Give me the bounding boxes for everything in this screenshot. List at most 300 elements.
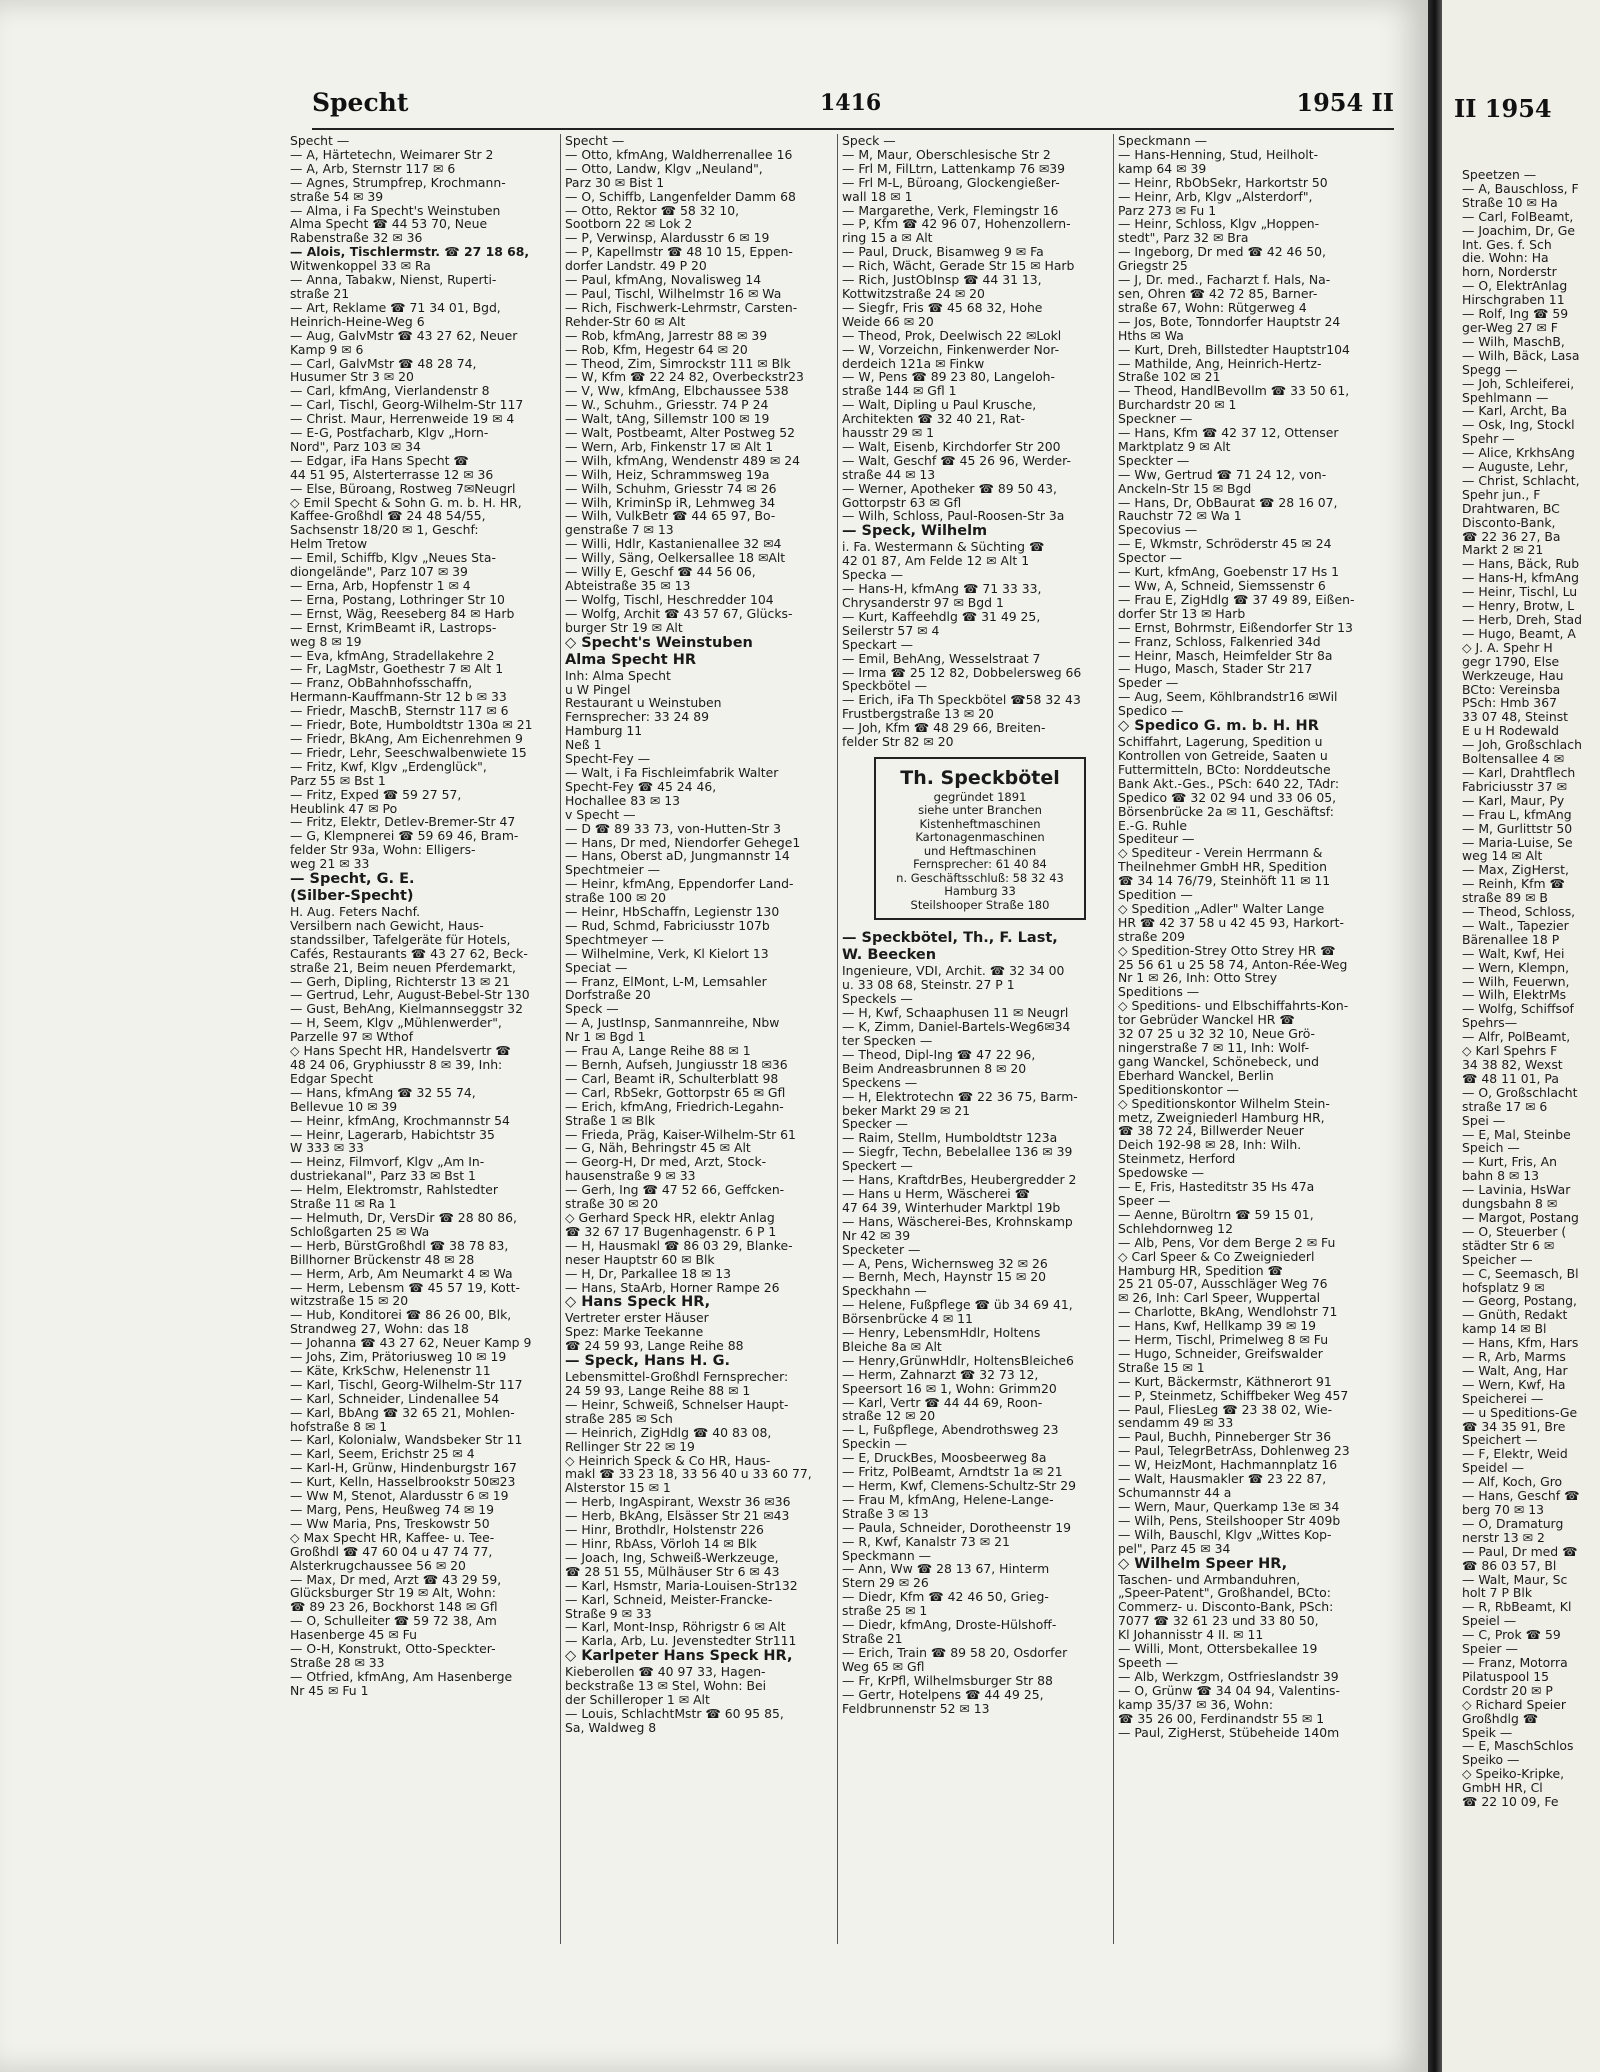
directory-entry-line: Speck — [565,1001,619,1017]
directory-entry-line: Specker — [842,1116,908,1132]
directory-entry-line: Specketer — [842,1241,921,1257]
directory-entry-line: — Fritz, Kwf, Klgv „Erdenglück", [290,758,487,774]
directory-entry-line: — Wolfg, Schiffsof [1462,1001,1574,1017]
directory-entry-line: — Erich, iFa Th Speckbötel ☎58 32 43 [842,692,1081,708]
directory-entry-line: Straße 1 ✉ Blk [565,1112,656,1128]
directory-entry-line: — Speckbötel, Th., F. Last, [842,930,1058,947]
directory-entry-line: Speeth — [1118,1654,1179,1670]
directory-entry-line: ☎ 89 23 26, Bockhorst 148 ✉ Gfl [290,1599,498,1615]
directory-entry-line: — W, Pens ☎ 89 23 80, Langeloh- [842,369,1055,385]
directory-entry-line: makl ☎ 33 23 18, 33 56 40 u 33 60 77, [565,1466,812,1482]
directory-entry-line: u. 33 08 68, Steinstr. 27 P 1 [842,977,1015,993]
directory-entry-line: — Willy E, Geschf ☎ 44 56 06, [565,564,756,580]
directory-entry-line: Spediteur — [1118,831,1195,847]
directory-entry-line: Speckhahn — [842,1283,927,1299]
directory-entry-line: 24 59 93, Lange Reihe 88 ✉ 1 [565,1383,751,1399]
directory-entry-line: — Herb, Dreh, Stad [1462,612,1583,627]
directory-entry-line: H. Aug. Feters Nachf. [290,904,421,920]
directory-entry-line: — Wilhelmine, Verk, Kl Kielort 13 [565,945,769,961]
directory-entry-line: — Margot, Postang [1462,1209,1579,1225]
directory-entry-line: — Wern, Maur, Querkamp 13e ✉ 34 [1118,1498,1340,1514]
directory-entry-line: — Hans-Henning, Stud, Heilholt- [1118,146,1319,162]
directory-entry-line: — Otfried, kfmAng, Am Hasenberge [290,1668,513,1684]
directory-entry-line: — Heinr, HbSchaffn, Legienstr 130 [565,904,780,920]
directory-entry-line: — Hans, Geschf ☎ [1462,1488,1580,1504]
directory-entry-line: GmbH HR, Cl [1462,1780,1543,1796]
directory-entry-line: E u H Rodewald [1462,723,1559,739]
directory-entry-line: — Ernst, Wäg, Reeseberg 84 ✉ Harb [290,605,515,621]
directory-entry-line: — Heinr, Tischl, Lu [1462,584,1578,600]
directory-entry-line: — Frau A, Lange Reihe 88 ✉ 1 [565,1043,751,1059]
directory-entry-line: ◇ Spedico G. m. b. H. HR [1118,718,1319,735]
directory-entry-line: — Wern, Klempn, [1462,959,1570,975]
directory-entry-line: bahn 8 ✉ 13 [1462,1168,1540,1184]
directory-entry-line: — Hugo, Beamt, A [1462,625,1576,641]
directory-entry-line: — Edgar, iFa Hans Specht ☎ [290,452,469,468]
directory-entry-line: — O, Großschlacht [1462,1084,1578,1100]
directory-entry-line: — Carl, Tischl, Georg-Wilhelm-Str 117 [290,397,524,413]
directory-page-right [1442,0,1600,2072]
directory-entry-line: ☎ 22 36 27, Ba [1462,528,1561,544]
directory-entry-line: Architekten ☎ 32 40 21, Rat- [842,411,1026,427]
directory-entry-line: — Maria-Luise, Se [1462,834,1573,850]
directory-entry-line: — Walt, Dipling u Paul Krusche, [842,397,1037,413]
directory-entry-line: Speicherei — [1462,1390,1544,1406]
directory-entry-line: Bank Akt.-Ges., PSch: 640 22, TAdr: [1118,775,1340,791]
directory-entry-line: Nord", Parz 103 ✉ 34 [290,438,421,454]
directory-entry-line: — Wilh, Bäck, Lasa [1462,347,1580,363]
directory-entry-line: — Rob, Kfm, Hegestr 64 ✉ 20 [565,341,748,357]
directory-entry-line: — C, Prok ☎ 59 [1462,1627,1561,1643]
directory-entry-line: ◇ Hans Specht HR, Handelsvertr ☎ [290,1043,511,1059]
directory-entry-line: — Walt, Geschf ☎ 45 26 96, Werder- [842,452,1071,468]
directory-entry-line: Speichert — [1462,1432,1538,1448]
directory-entry-line: straße 17 ✉ 6 [1462,1098,1548,1114]
directory-entry-line: — Paul, kfmAng, Novalisweg 14 [565,272,762,288]
directory-entry-line: — Siegfr, Fris ☎ 45 68 32, Hohe [842,299,1043,315]
directory-entry-line: Straße 9 ✉ 33 [565,1605,652,1621]
directory-entry-line: — Herm, Lebensm ☎ 45 57 19, Kott- [290,1279,520,1295]
directory-entry-line: — D ☎ 89 33 73, von-Hutten-Str 3 [565,820,781,836]
directory-entry-line: — Frl M, FilLtrn, Lattenkamp 76 ✉39 [842,160,1066,176]
directory-entry-line: Straße 3 ✉ 13 [842,1505,929,1521]
directory-entry-line: Bärenallee 18 P [1462,931,1560,947]
directory-entry-line: — Hans-H, kfmAng [1462,570,1580,586]
directory-entry-line: — Theod, Zim, Simrockstr 111 ✉ Blk [565,355,791,371]
directory-entry-line: — Raim, Stellm, Humboldtstr 123a [842,1130,1058,1146]
directory-entry-line: Speckner — [1118,411,1193,427]
column-rule [1113,134,1114,1944]
directory-entry-line: Billhorner Brückenstr 48 ✉ 28 [290,1251,475,1267]
directory-entry-line: — O, Schiffb, Langenfelder Damm 68 [565,188,796,204]
directory-entry-line: Edgar Specht [290,1070,374,1086]
directory-entry-line: — Paul, Druck, Bisamweg 9 ✉ Fa [842,244,1044,260]
directory-entry-line: — Wilh, Feuerwn, [1462,973,1570,989]
directory-entry-line: Spegg — [1462,361,1518,377]
directory-entry-line: — Henry,GrünwHdlr, HoltensBleiche6 [842,1352,1074,1368]
directory-entry-line: Chrysanderstr 97 ✉ Bgd 1 [842,595,1004,610]
directory-entry-line: — E, Mal, Steinbe [1462,1126,1571,1142]
directory-entry-line: ☎ 48 11 01, Pa [1462,1070,1559,1086]
directory-entry-line: — Gust, BehAng, Kielmannseggstr 32 [290,1001,523,1017]
directory-entry-line: Rellinger Str 22 ✉ 19 [565,1438,695,1454]
directory-entry-line: Hths ✉ Wa [1118,327,1184,343]
directory-entry-line: — Emil, BehAng, Wesselstraat 7 [842,650,1041,666]
directory-entry-line: — Charlotte, BkAng, Wendlohstr 71 [1118,1304,1338,1320]
page-number: 1416 [820,90,882,116]
directory-entry-line: — Karl, Maur, Py [1462,792,1565,808]
directory-entry-line: pel", Parz 45 ✉ 34 [1118,1540,1231,1556]
directory-entry-line: — Art, Reklame ☎ 71 34 01, Bgd, [290,299,501,315]
directory-entry-line: — Ingeborg, Dr med ☎ 42 46 50, [1118,244,1326,260]
directory-entry-line: — Max, Dr med, Arzt ☎ 43 29 59, [290,1571,502,1587]
directory-entry-line: — Paul, TelegrBetrAss, Dohlenweg 23 [1118,1443,1350,1459]
directory-entry-line: Spehr — [1462,431,1515,447]
directory-entry-line: Glücksburger Str 19 ✉ Alt, Wohn: [290,1585,496,1601]
directory-entry-line: — H, Seem, Klgv „Mühlenwerder", [290,1015,502,1031]
directory-entry-line: Sootborn 22 ✉ Lok 2 [565,216,693,232]
directory-entry-line: — Heinr, Arb, Klgv „Alsterdorf", [1118,188,1313,204]
directory-entry-line: — Kurt, Dreh, Billstedter Hauptstr104 [1118,341,1350,357]
directory-entry-line: Sachsenstr 18/20 ✉ 1, Geschf: [290,522,479,538]
directory-entry-line: — Carl, Beamt iR, Schulterblatt 98 [565,1070,779,1086]
directory-entry-line: Spechtmeier — [565,862,661,878]
directory-entry-line: — R, RbBeamt, Kl [1462,1599,1572,1615]
directory-entry-line: — Willy, Säng, Oelkersallee 18 ✉Alt [565,550,786,566]
directory-column-4 [1118,134,1408,2034]
directory-entry-line: ◇ J. A. Spehr H [1462,639,1553,655]
directory-entry-line: PSch: Hmb 367 [1462,695,1557,711]
directory-entry-line: — Fr, LagMstr, Goethestr 7 ✉ Alt 1 [290,661,504,677]
directory-entry-line: Specht-Fey — [565,751,651,767]
directory-entry-line: dustriekanal", Parz 33 ✉ Bst 1 [290,1168,476,1184]
directory-entry-line: straße 44 ✉ 13 [842,466,936,482]
directory-entry-line: Kieberollen ☎ 40 97 33, Hagen- [565,1664,766,1680]
column-rule [837,134,838,1944]
directory-entry-line: ger-Weg 27 ✉ F [1462,319,1558,335]
directory-entry-line: — Friedr, Bote, Humboldtstr 130a ✉ 21 [290,717,533,733]
directory-entry-line: Specovius — [1118,522,1198,538]
directory-entry-line: — Anna, Tabakw, Nienst, Ruperti- [290,272,497,288]
directory-entry-line: — Frl M-L, Büroang, Glockengießer- [842,174,1060,190]
directory-entry-line: — Rich, Wächt, Gerade Str 15 ✉ Harb [842,258,1075,274]
directory-entry-line: Alma Specht HR [565,651,696,668]
directory-entry-line: ☎ 38 72 24, Billwerder Neuer [1118,1123,1304,1139]
directory-entry-line: v Specht — [565,806,636,822]
directory-entry-line: 7077 ☎ 32 61 23 und 33 80 50, [1118,1613,1319,1629]
directory-entry-line: — A, Härtetechn, Weimarer Str 2 [290,146,494,162]
directory-entry-line: — Gertrud, Lehr, August-Bebel-Str 130 [290,987,530,1003]
ad-city: Hamburg 33 [944,884,1016,899]
directory-entry-line: — Walt, Eisenb, Kirchdorfer Str 200 [842,438,1061,454]
directory-entry-line: ◇ Wilhelm Speer HR, [1118,1555,1288,1572]
directory-entry-line: — Theod, HandlBevollm ☎ 33 50 61, [1118,383,1350,399]
directory-entry-line: — M, Maur, Oberschlesische Str 2 [842,146,1051,162]
directory-entry-line: — Walt, Maur, Sc [1462,1571,1568,1587]
directory-entry-line: Straße 11 ✉ Ra 1 [290,1196,397,1212]
directory-entry-line: ☎ 24 59 93, Lange Reihe 88 [565,1338,744,1354]
directory-entry-line: — Paul, ZigHerst, Stübeheide 140m [1118,1724,1340,1740]
directory-entry-line: Börsenbrücke 4 ✉ 11 [842,1311,973,1327]
directory-entry-line: — Auguste, Lehr, [1462,459,1569,475]
directory-entry-line: „Speer-Patent", Großhandel, BCto: [1118,1585,1331,1601]
directory-entry-line: — W, HeizMont, Hachmannplatz 16 [1118,1457,1338,1473]
directory-entry-line: — Hub, Konditorei ☎ 86 26 00, Blk, [290,1307,512,1323]
directory-entry-line: — Theod, Schloss, [1462,904,1576,920]
directory-entry-line: — Karl, Schneid, Meister-Francke- [565,1591,773,1607]
directory-entry-line: — Gertr, Hotelpens ☎ 44 49 25, [842,1686,1044,1702]
directory-entry-line: Speer — [1118,1192,1171,1208]
directory-entry-line: Sa, Waldweg 8 [565,1719,657,1735]
directory-entry-line: — Frau M, kfmAng, Helene-Lange- [842,1491,1054,1507]
directory-entry-line: straße 144 ✉ Gfl 1 [842,383,957,399]
directory-entry-line: — Herb, IngAspirant, Wexstr 36 ✉36 [565,1494,791,1510]
directory-entry-line: Abteistraße 35 ✉ 13 [565,578,691,593]
directory-entry-line: Hochallee 83 ✉ 13 [565,792,681,808]
directory-entry-line: ter Specken — [842,1033,933,1048]
directory-entry-line: — Speck, Hans H. G. [565,1353,731,1370]
directory-entry-line: — Hans, Wäscherei-Bes, Krohnskamp [842,1213,1073,1229]
directory-entry-line: — Joach, Ing, Schweiß-Werkzeuge, [565,1549,779,1565]
directory-entry-line: Ingenieure, VDI, Archit. ☎ 32 34 00 [842,963,1065,979]
directory-entry-line: ◇ Emil Specht & Sohn G. m. b. H. HR, [290,494,522,510]
directory-entry-line: Parz 273 ✉ Fu 1 [1118,202,1217,218]
directory-entry-line: — Fritz, Elektr, Detlev-Bremer-Str 47 [290,814,516,830]
directory-entry-line: — Carl, RbSekr, Gottorpstr 65 ✉ Gfl [565,1084,786,1100]
directory-entry-line: — Hans, kfmAng ☎ 32 55 74, [290,1084,476,1100]
directory-entry-line: Restaurant u Weinstuben [565,695,722,711]
directory-entry-line: Parz 30 ✉ Bist 1 [565,174,665,190]
directory-entry-line: — Heinr, Schloss, Klgv „Hoppen- [1118,216,1320,232]
directory-entry-line: Speidel — [1462,1460,1525,1476]
directory-entry-line: Nr 1 ✉ 26, Inh: Otto Strey [1118,970,1278,986]
directory-entry-line: — Aug, Seem, Köhlbrandstr16 ✉Wil [1118,689,1338,705]
directory-entry-line: — Wilh, Schuhm, Griesstr 74 ✉ 26 [565,480,777,496]
directory-entry-line: Rehder-Str 60 ✉ Alt [565,313,686,329]
directory-entry-line: nerstr 13 ✉ 2 [1462,1529,1545,1545]
directory-entry-line: — E, Fris, Hasteditstr 35 Hs 47a [1118,1179,1315,1195]
directory-entry-line: Rabenstraße 32 ✉ 36 [290,230,423,246]
directory-entry-line: — R, Kwf, Kanalstr 73 ✉ 21 [842,1533,1010,1549]
directory-entry-line: — Hans, Kwf, Hellkamp 39 ✉ 19 [1118,1318,1316,1334]
directory-entry-line: — Franz, Schloss, Falkenried 34d [1118,633,1321,649]
directory-entry-line: Stern 29 ✉ 26 [842,1575,929,1591]
directory-entry-line: — Erna, Arb, Hopfenstr 1 ✉ 4 [290,578,471,593]
directory-entry-line: 42 01 87, Am Felde 12 ✉ Alt 1 [842,553,1030,569]
directory-entry-line: — A, Bauschloss, F [1462,180,1579,196]
directory-entry-line: ◇ Max Specht HR, Kaffee- u. Tee- [290,1529,495,1545]
directory-entry-line: — Hans, KraftdrBes, Heubergredder 2 [842,1172,1077,1188]
directory-entry-line: — Franz, ObBahnhofsschaffn, [290,675,473,691]
directory-entry-line: — Henry, LebensmHdlr, Holtens [842,1325,1041,1341]
ad-title: Th. Speckbötel [900,766,1060,789]
directory-entry-line: ☎ 86 03 57, Bl [1462,1557,1557,1573]
directory-entry-line: — Margarethe, Verk, Flemingstr 16 [842,202,1059,218]
directory-entry-line: (Silber-Specht) [290,888,414,905]
directory-entry-line: Speiko — [1462,1752,1520,1768]
directory-entry-line: Speier — [1462,1641,1518,1657]
directory-entry-line: — E, DruckBes, Moosbeerweg 8a [842,1450,1047,1466]
directory-entry-line: — Christ. Maur, Herrenweide 19 ✉ 4 [290,411,515,427]
directory-entry-line: Spehrs— [1462,1015,1518,1031]
page-header [312,88,1394,130]
directory-entry-line: ◇ Karl Spehrs F [1462,1043,1558,1059]
directory-entry-line: Speicher — [1462,1251,1533,1267]
directory-entry-line: — Hinr, RbAss, Vörloh 14 ✉ Blk [565,1536,757,1551]
directory-entry-line: die. Wohn: Ha [1462,250,1549,266]
directory-entry-line: Husumer Str 3 ✉ 20 [290,369,414,385]
directory-entry-line: Marktplatz 9 ✉ Alt [1118,438,1231,454]
directory-entry-line: — Aug, GalvMstr ☎ 43 27 62, Neuer [290,327,518,343]
directory-entry-line: — Eva, kfmAng, Stradellakehre 2 [290,647,495,663]
directory-entry-line: E.-G. Ruhle [1118,817,1187,833]
directory-entry-line: — Herb, BkAng, Elsässer Str 21 ✉43 [565,1508,790,1524]
directory-entry-line: Parzelle 97 ✉ Wthof [290,1029,414,1045]
directory-entry-line: — Fr, KrPfl, Wilhelmsburger Str 88 [842,1672,1053,1688]
directory-entry-line: Spedition — [1118,887,1193,903]
directory-entry-line: standssilber, Tafelgeräte für Hotels, [290,931,511,947]
directory-entry-line: Speckels — [842,991,913,1007]
directory-entry-line: — Wilh, Bauschl, Klgv „Wittes Kop- [1118,1526,1332,1542]
directory-entry-line: — Helene, Fußpflege ☎ üb 34 69 41, [842,1297,1073,1313]
directory-entry-line: straße 54 ✉ 39 [290,188,384,204]
directory-entry-line: Gottorpstr 63 ✉ Gfl [842,494,962,510]
directory-entry-line: Bellevue 10 ✉ 39 [290,1098,398,1114]
directory-entry-line: beker Markt 29 ✉ 21 [842,1102,971,1118]
ad-line: siehe unter Branchen [918,803,1042,818]
directory-entry-line: berg 70 ✉ 13 [1462,1502,1544,1517]
directory-entry-line: Weide 66 ✉ 20 [842,313,934,329]
directory-entry-line: — Kurt, kfmAng, Goebenstr 17 Hs 1 [1118,564,1339,580]
ad-after-hours: n. Geschäftsschluß: 58 32 43 [896,870,1064,885]
directory-entry-line: Taschen- und Armbanduhren, [1118,1571,1301,1587]
directory-entry-line: ring 15 a ✉ Alt [842,230,933,246]
directory-entry-line: Futtermitteln, BCto: Norddeutsche [1118,761,1331,777]
directory-entry-line: Cordstr 20 ✉ P [1462,1682,1553,1698]
directory-entry-line: dungsbahn 8 ✉ [1462,1196,1558,1212]
directory-entry-line: Spedico ☎ 32 02 94 und 33 06 05, [1118,789,1337,805]
directory-entry-line: — Hans, StaArb, Horner Rampe 26 [565,1279,780,1295]
directory-entry-line: — Ann, Ww ☎ 28 13 67, Hinterm [842,1561,1050,1577]
directory-entry-line: — Louis, SchlachtMstr ☎ 60 95 85, [565,1705,784,1721]
directory-entry-line: — Walt, Postbeamt, Alter Postweg 52 [565,425,796,441]
directory-entry-line: Versilbern nach Gewicht, Haus- [290,917,484,933]
directory-entry-line: weg 21 ✉ 33 [290,856,370,872]
directory-entry-line: — P, Kapellmstr ☎ 48 10 15, Eppen- [565,244,793,260]
directory-entry-line: kamp 35/37 ✉ 36, Wohn: [1118,1696,1274,1712]
directory-entry-line: Werkzeuge, Hau [1462,667,1564,683]
directory-entry-line: — P, Verwinsp, Alardusstr 6 ✉ 19 [565,230,770,246]
directory-entry-line: Hamburg HR, Spedition ☎ [1118,1262,1283,1278]
directory-entry-line: — W, Vorzeichn, Finkenwerder Nor- [842,341,1060,357]
directory-entry-line: — Marg, Pens, Heußweg 74 ✉ 19 [290,1502,495,1517]
directory-entry-line: Kamp 9 ✉ 6 [290,341,364,357]
directory-entry-line: — Karl, Drahtflech [1462,764,1576,780]
directory-entry-line: Straße 21 [842,1630,903,1646]
directory-entry-line: — Joachim, Dr, Ge [1462,222,1575,238]
directory-entry-line: hofsplatz 9 ✉ [1462,1279,1545,1295]
directory-entry-line: — Theod, Dipl-Ing ☎ 47 22 96, [842,1046,1036,1062]
directory-entry-line: Kaffee-Großhdl ☎ 24 48 54/55, [290,508,486,524]
directory-entry-line: — Erich, kfmAng, Friedrich-Legahn- [565,1098,784,1114]
ad-street: Steilshooper Straße 180 [910,897,1050,912]
directory-entry-line: ◇ Richard Speier [1462,1696,1566,1712]
directory-entry-line: beckstraße 13 ✉ Stel, Wohn: Bei [565,1678,767,1694]
directory-entry-line: Schloßgarten 25 ✉ Wa [290,1223,430,1239]
directory-entry-line: — Bernh, Aufseh, Jungiusstr 18 ✉36 [565,1057,788,1072]
directory-entry-line: weg 8 ✉ 19 [290,633,362,649]
directory-entry-line: — Herm, Tischl, Primelweg 8 ✉ Fu [1118,1332,1329,1348]
directory-entry-line: — Walt, i Fa Fischleimfabrik Walter [565,764,779,780]
page2-column [1462,168,1600,1809]
directory-entry-line: 44 51 95, Alsterterrasse 12 ✉ 36 [290,466,494,482]
header-surname-range: Specht [312,88,409,117]
directory-entry-line: — Carl, kfmAng, Vierlandenstr 8 [290,383,490,399]
directory-entry-line: — Ww, Gertrud ☎ 71 24 12, von- [1118,466,1327,482]
directory-entry-line: Int. Ges. f. Sch [1462,236,1552,252]
directory-entry-line: burger Str 19 ✉ Alt [565,619,683,635]
directory-entry-line: ◇ Hans Speck HR, [565,1294,711,1311]
directory-entry-line: u W Pingel [565,681,631,697]
directory-entry-line: — Karl, Schneider, Lindenallee 54 [290,1390,500,1406]
directory-entry-line: ☎ 28 51 55, Mülhäuser Str 6 ✉ 43 [565,1563,780,1579]
directory-entry-line: dorfer Str 13 ✉ Harb [1118,605,1246,621]
directory-entry-line: Schiffahrt, Lagerung, Spedition u [1118,734,1323,750]
directory-entry-line: Kl Johannisstr 4 II. ✉ 11 [1118,1627,1264,1643]
directory-entry-line: kamp 64 ✉ 39 [1118,160,1207,176]
directory-entry-line: Heinrich-Heine-Weg 6 [290,313,425,329]
directory-entry-line: derdeich 121a ✉ Finkw [842,355,985,371]
directory-entry-line: — Gnüth, Redakt [1462,1307,1568,1323]
directory-entry-line: stedt", Parz 32 ✉ Bra [1118,230,1249,246]
directory-entry-line: Vertreter erster Häuser [565,1310,709,1326]
directory-entry-line: Alsterkrugchaussee 56 ✉ 20 [290,1557,466,1573]
directory-entry-line: Hirschgraben 11 [1462,292,1565,308]
directory-entry-line: — O, Dramaturg [1462,1515,1564,1531]
directory-entry-line: — E, MaschSchlos [1462,1738,1574,1754]
directory-entry-line: Parz 55 ✉ Bst 1 [290,772,386,788]
directory-entry-line: Speck — [842,134,896,148]
directory-entry-line: Speckter — [1118,452,1190,468]
directory-entry-line: ☎ 35 26 00, Ferdinandstr 55 ✉ 1 [1118,1710,1325,1726]
directory-entry-line: — Friedr, MaschB, Sternstr 117 ✉ 6 [290,703,509,719]
directory-entry-line: Straße 10 ✉ Ha [1462,194,1558,210]
directory-entry-line: Speik — [1462,1724,1513,1740]
directory-entry-line: — Paul, Tischl, Wilhelmstr 16 ✉ Wa [565,285,782,301]
directory-entry-line: — Henry, Brotw, L [1462,598,1575,614]
directory-entry-line: — A, Arb, Sternstr 117 ✉ 6 [290,160,456,176]
directory-entry-line: ☎ 32 67 17 Bugenhagenstr. 6 P 1 [565,1223,777,1239]
directory-entry-line: Specka — [842,567,904,583]
directory-entry-line: Deich 192-98 ✉ 28, Inh: Wilh. [1118,1137,1302,1153]
directory-entry-line: — Wolfg, Archit ☎ 43 57 67, Glücks- [565,605,793,621]
directory-entry-line: — Wilh, kfmAng, Wendenstr 489 ✉ 24 [565,452,800,468]
directory-entry-line: — Gerh, Dipling, Richterstr 13 ✉ 21 [290,973,510,989]
directory-entry-line: ◇ Spedition „Adler" Walter Lange [1118,900,1325,916]
directory-entry-line: Boltensallee 4 ✉ [1462,751,1565,767]
directory-entry-line: Commerz- u. Disconto-Bank, PSch: [1118,1599,1334,1615]
directory-entry-line: Spedowske — [1118,1165,1205,1181]
directory-entry-line: Spedico — [1118,703,1184,719]
directory-entry-line: — Rolf, Ing ☎ 59 [1462,306,1569,322]
directory-entry-line: Specht — [290,134,350,148]
directory-entry-line: — L, Fußpflege, Abendrothsweg 23 [842,1422,1059,1438]
directory-entry-line: — Heinr, Lagerarb, Habichtstr 35 [290,1126,495,1142]
directory-entry-line: — M, Gurlittstr 50 [1462,820,1573,836]
directory-entry-line: — Karl, Mont-Insp, Röhrigstr 6 ✉ Alt [565,1619,786,1635]
directory-entry-line: — Johanna ☎ 43 27 62, Neuer Kamp 9 [290,1335,532,1351]
directory-entry-line: — Hinr, Brothdlr, Holstenstr 226 [565,1522,764,1538]
